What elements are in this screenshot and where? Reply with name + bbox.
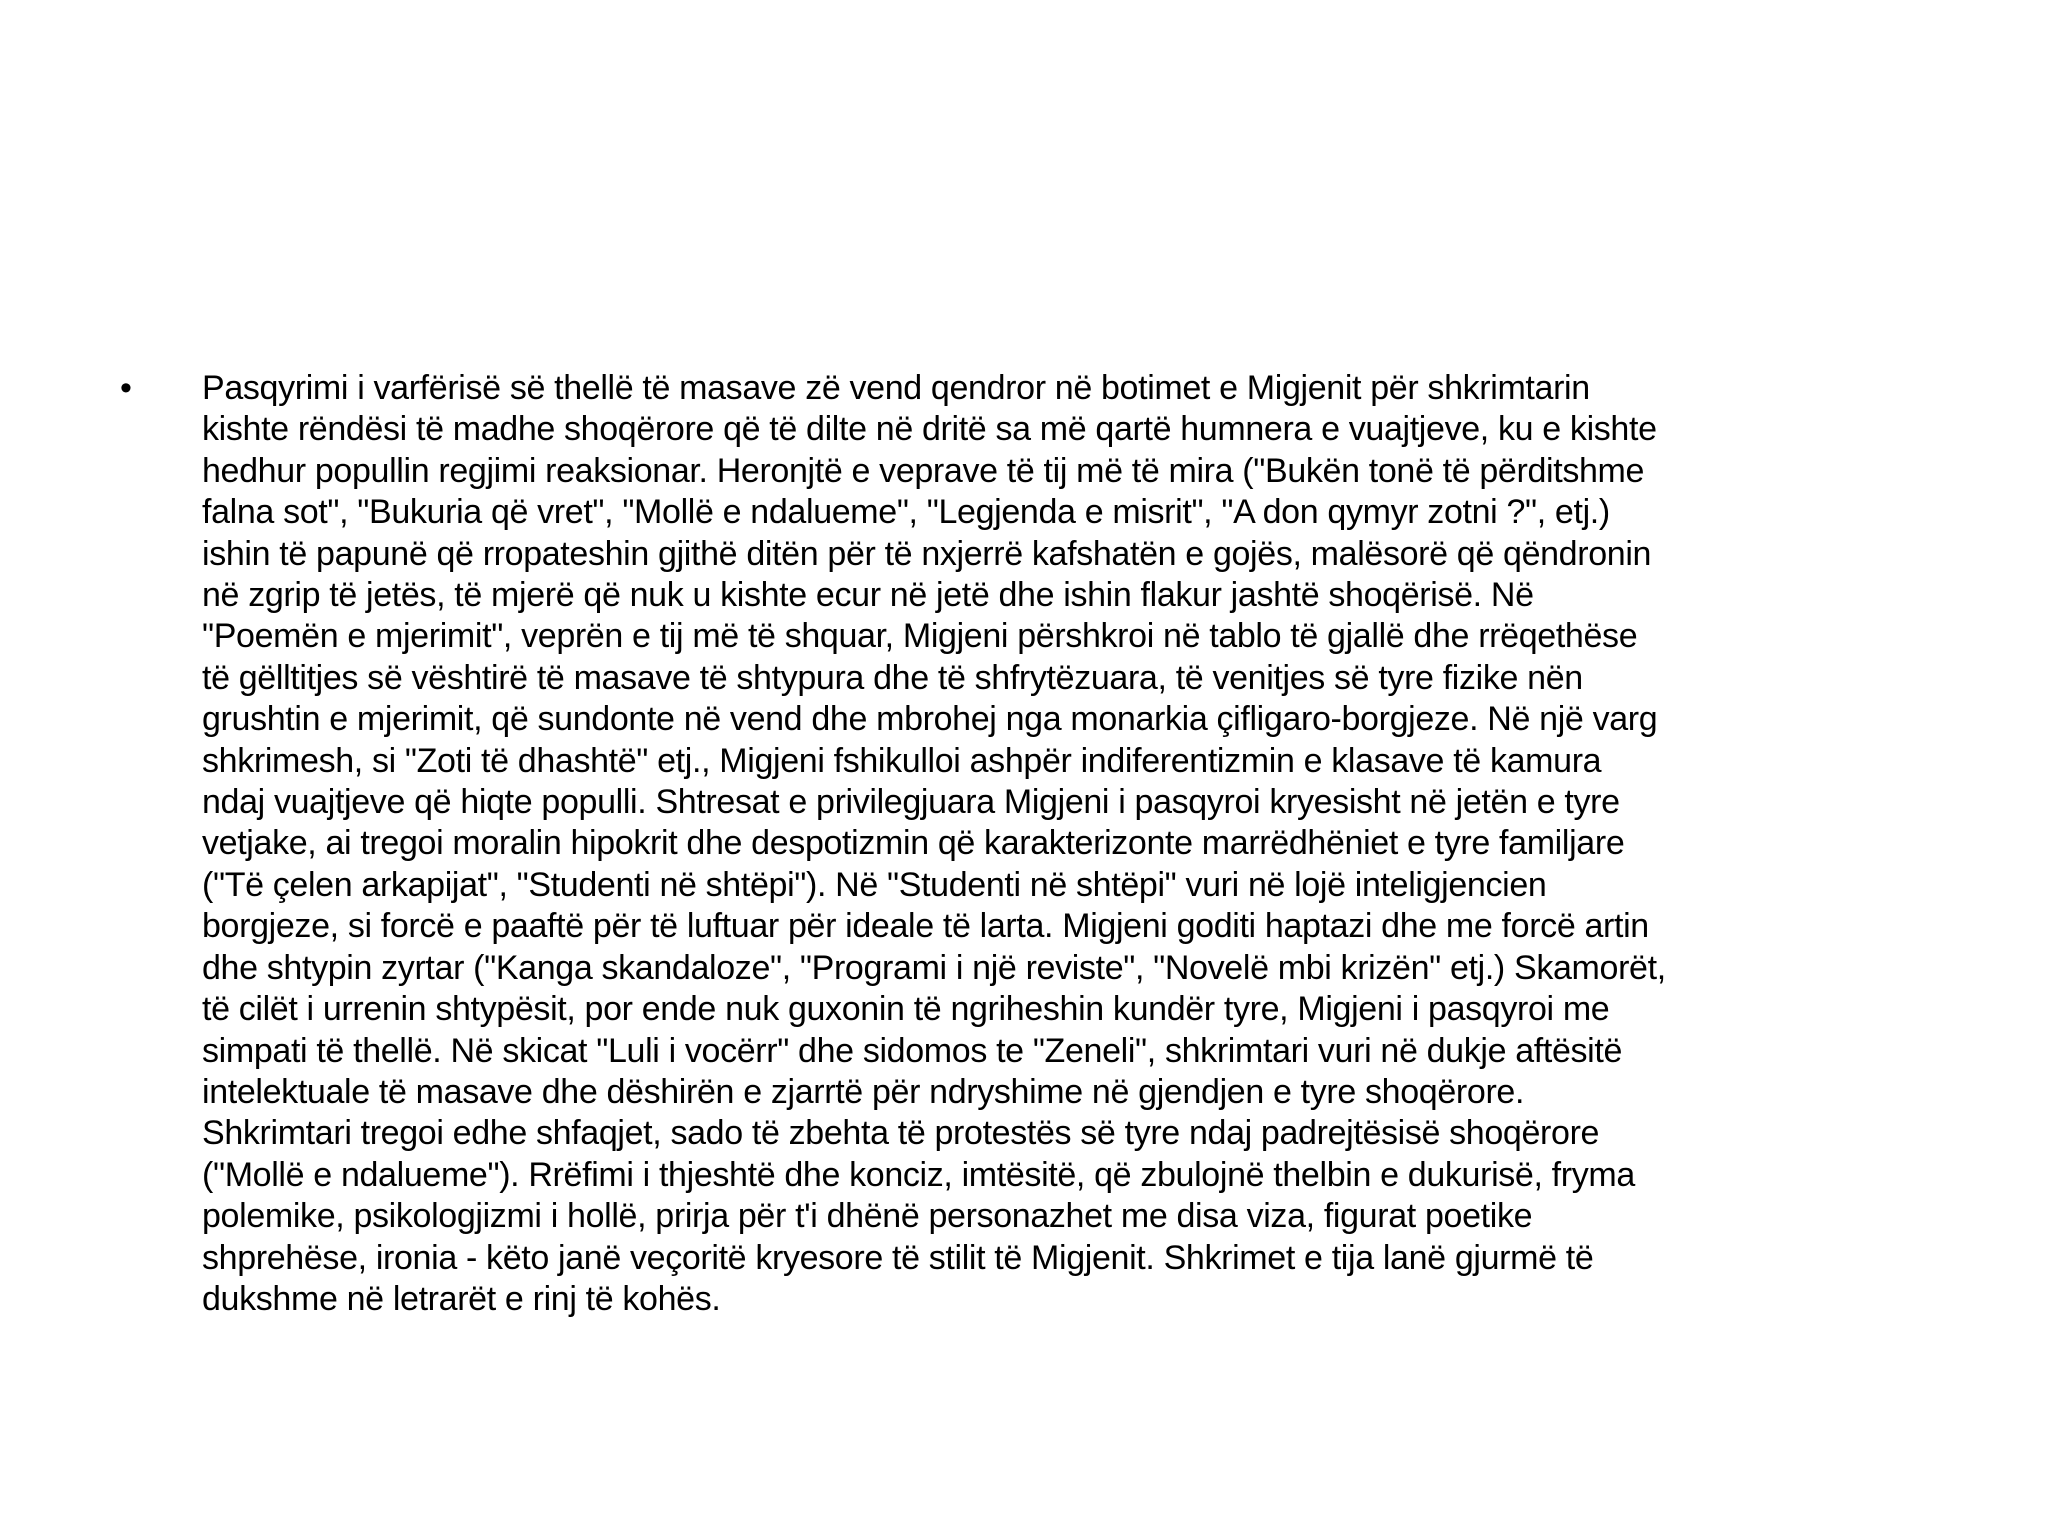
paragraph-line: falna sot", "Bukuria që vret", "Mollë e ndalueme", "Legjenda e misrit", "A don qymyr zotni ?", etj.): [202, 493, 1610, 532]
paragraph-line: ("Mollë e ndalueme"). Rrëfimi i thjeshtë dhe konciz, imtësitë, që zbulojnë thelbin e dukurisë, fryma: [202, 1155, 1635, 1194]
paragraph-line: të cilët i urrenin shtypësit, por ende nuk guxonin të ngriheshin kundër tyre, Migjeni i pasqyroi me: [202, 990, 1610, 1029]
paragraph-line: "Poemën e mjerimit", veprën e tij më të shquar, Migjeni përshkroi në tablo të gjallë dhe rrëqethëse: [202, 617, 1638, 656]
paragraph-line: Shkrimtari tregoi edhe shfaqjet, sado të zbehta të protestës së tyre ndaj padrejtësisë shoqërore: [202, 1114, 1600, 1153]
paragraph-line: kishte rëndësi të madhe shoqërore që të dilte në dritë sa më qartë humnera e vuajtjeve, ku e kishte: [202, 410, 1657, 449]
paragraph-line: ("Të çelen arkapijat", "Studenti në shtëpi"). Në "Studenti në shtëpi" vuri në lojë inteligjencien: [202, 865, 1547, 904]
paragraph-line: polemike, psikologjizmi i hollë, prirja për t'i dhënë personazhet me disa viza, figurat poetike: [202, 1197, 1533, 1236]
paragraph-line: intelektuale të masave dhe dëshirën e zjarrtë për ndryshime në gjendjen e tyre shoqërore.: [202, 1072, 1525, 1111]
paragraph-line: shkrimesh, si "Zoti të dhashtë" etj., Migjeni fshikulloi ashpër indiferentizmin e klasave të kamura: [202, 741, 1602, 780]
paragraph-line: grushtin e mjerimit, që sundonte në vend dhe mbrohej nga monarkia çifligaro-borgjeze. Në një varg: [202, 700, 1658, 739]
paragraph-line: hedhur popullin regjimi reaksionar. Heronjtë e veprave të tij më të mira ("Bukën tonë të përditshme: [202, 451, 1645, 490]
paragraph-line: në zgrip të jetës, të mjerë që nuk u kishte ecur në jetë dhe ishin flakur jashtë shoqërisë. Në: [202, 576, 1534, 615]
paragraph-line: vetjake, ai tregoi moralin hipokrit dhe despotizmin që karakterizonte marrëdhëniet e tyre familjare: [202, 824, 1625, 863]
paragraph-line: ndaj vuajtjeve që hiqte populli. Shtresat e privilegjuara Migjeni i pasqyroi kryesisht në jetën e tyre: [202, 783, 1620, 822]
bullet-icon: •: [120, 369, 132, 407]
paragraph-line: simpati të thellë. Në skicat "Luli i vocërr" dhe sidomos te "Zeneli", shkrimtari vuri në dukje aftësitë: [202, 1031, 1623, 1070]
paragraph-line: Pasqyrimi i varfërisë së thellë të masave zë vend qendror në botimet e Migjenit për shkrimtarin: [202, 369, 1590, 407]
paragraph-line: të gëlltitjes së vështirë të masave të shtypura dhe të shfrytëzuara, të venitjes së tyre fizike nën: [202, 658, 1583, 697]
paragraph-text: [202, 368, 1942, 1320]
paragraph-line: ishin të papunë që rropateshin gjithë ditën për të nxjerrë kafshatën e gojës, malësorë që qëndronin: [202, 534, 1652, 573]
paragraph-line: dukshme në letrarët e rinj të kohës.: [202, 1279, 721, 1318]
paragraph-line: shprehëse, ironia - këto janë veçoritë kryesore të stilit të Migjenit. Shkrimet e tija lanë gjurmë të: [202, 1238, 1594, 1277]
paragraph-line: dhe shtypin zyrtar ("Kanga skandaloze", "Programi i një reviste", "Novelë mbi krizën" etj.) Skamorët,: [202, 948, 1666, 987]
paragraph-line: borgjeze, si forcë e paaftë për të luftuar për ideale të larta. Migjeni goditi haptazi dhe me forcë artin: [202, 907, 1649, 946]
